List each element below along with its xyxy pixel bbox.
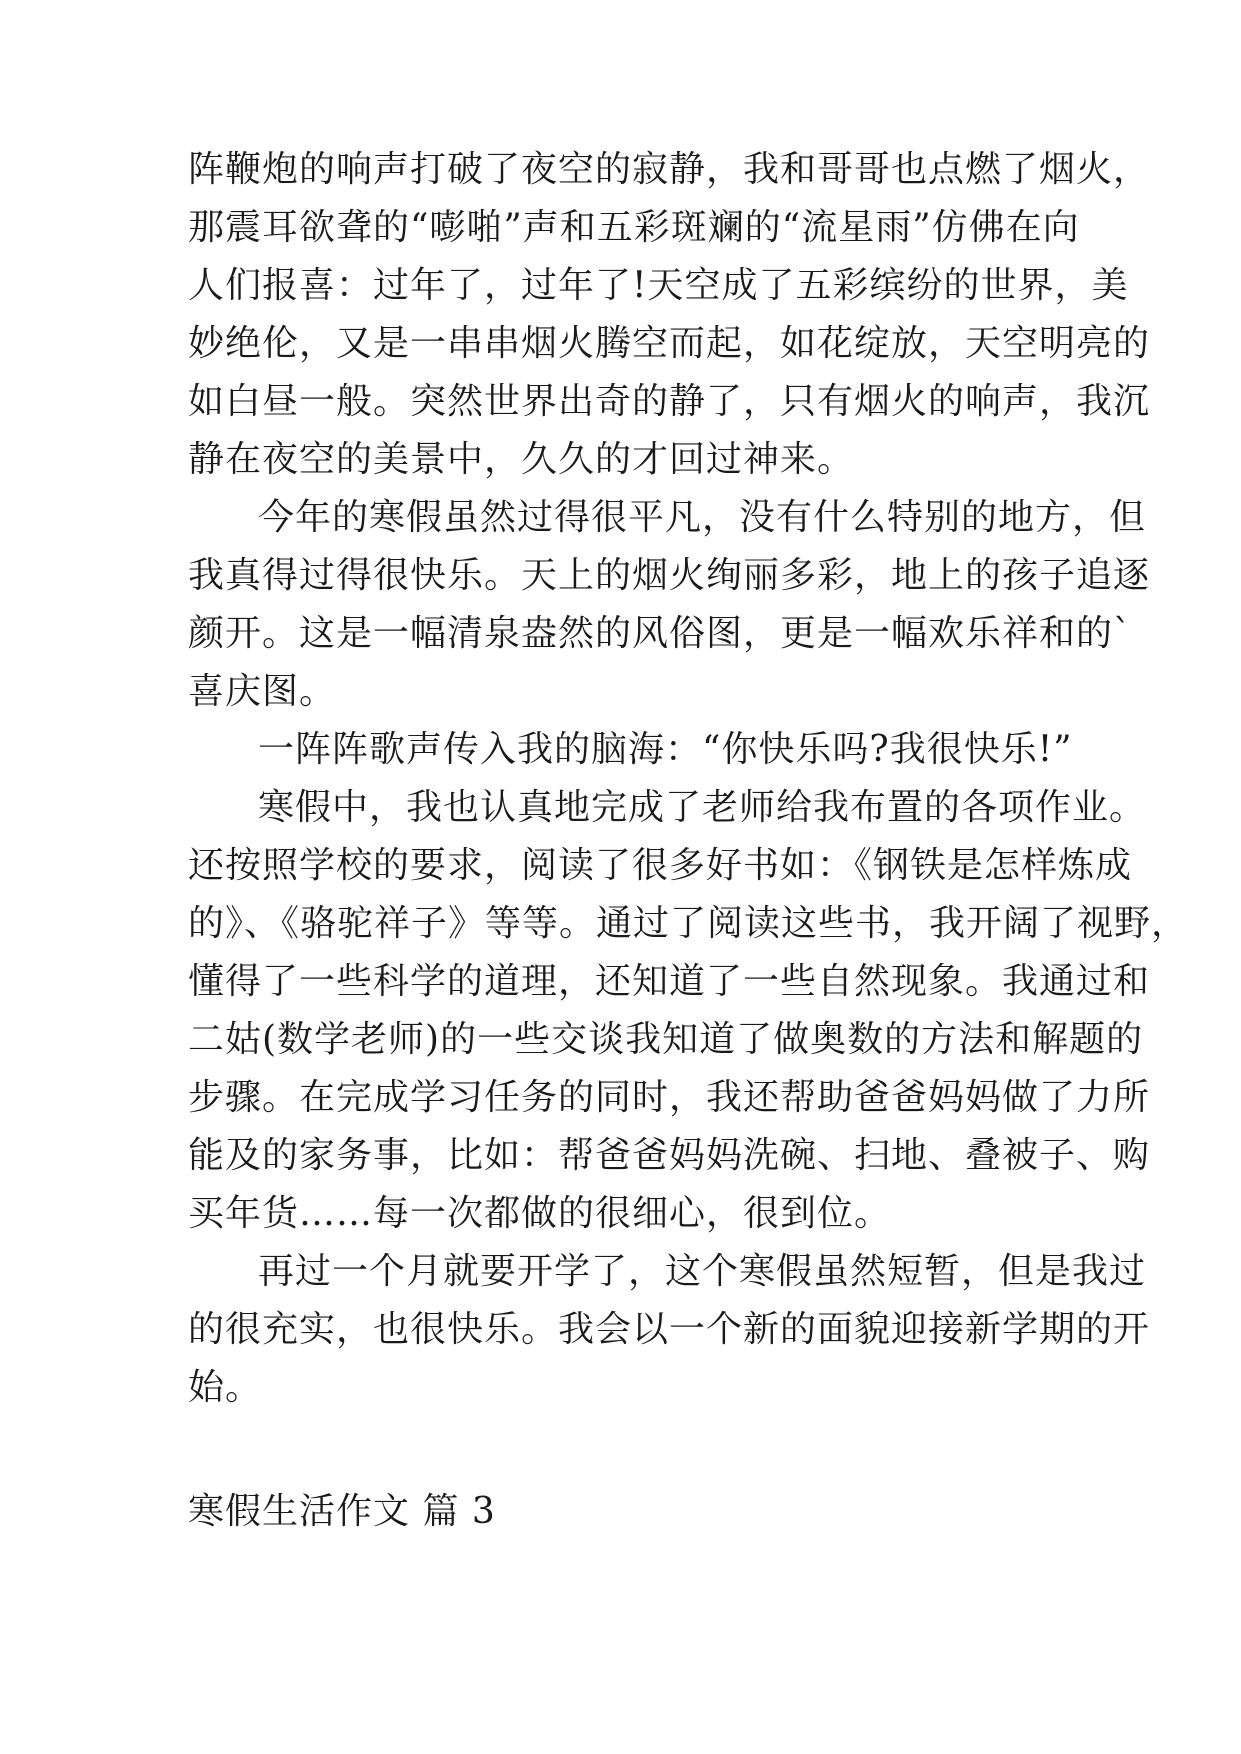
text-line: 颜开。这是一幅清泉盎然的风俗图，更是一幅欢乐祥和的` [188,613,1133,654]
text-line: 的》、《骆驼祥子》等等。通过了阅读这些书，我开阔了视野， [188,903,1189,944]
text-line: 始。 [188,1367,263,1408]
text-line: 还按照学校的要求，阅读了很多好书如：《钢铁是怎样炼成 [188,845,1133,886]
text-line: 阵鞭炮的响声打破了夜空的寂静，我和哥哥也点燃了烟火， [188,149,1151,190]
paragraph-start-line: 寒假中，我也认真地完成了老师给我布置的各项作业。 [258,787,1147,828]
text-line: 我真得过得很快乐。天上的烟火绚丽多彩，地上的孩子追逐 [188,555,1151,596]
text-line: 人们报喜：过年了，过年了!天空成了五彩缤纷的世界，美 [188,265,1129,306]
text-line: 买年货……每一次都做的很细心，很到位。 [188,1193,892,1234]
paragraph-start-line: 再过一个月就要开学了，这个寒假虽然短暂，但是我过 [258,1251,1147,1292]
text-line: 步骤。在完成学习任务的同时，我还帮助爸爸妈妈做了力所 [188,1077,1151,1118]
text-line: 那震耳欲聋的“嘭啪”声和五彩斑斓的“流星雨”仿佛在向 [188,207,1080,248]
text-line: 的很充实，也很快乐。我会以一个新的面貌迎接新学期的开 [188,1309,1151,1350]
text-line: 如白昼一般。突然世界出奇的静了，只有烟火的响声，我沉 [188,381,1151,422]
paragraph-start-line: 今年的寒假虽然过得很平凡，没有什么特别的地方，但 [258,497,1147,538]
text-line: 能及的家务事，比如：帮爸爸妈妈洗碗、扫地、叠被子、购 [188,1135,1151,1176]
text-line: 静在夜空的美景中，久久的才回过神来。 [188,439,855,480]
paragraph-start-line: 一阵阵歌声传入我的脑海：“你快乐吗?我很快乐!” [258,729,1073,770]
text-line: 妙绝伦，又是一串串烟火腾空而起，如花绽放，天空明亮的 [188,323,1151,364]
text-line: 二姑(数学老师)的一些交谈我知道了做奥数的方法和解题的 [188,1019,1144,1060]
text-line: 喜庆图。 [188,671,337,712]
section-heading: 寒假生活作文 篇 3 [188,1491,496,1532]
text-line: 懂得了一些科学的道理，还知道了一些自然现象。我通过和 [188,961,1151,1002]
